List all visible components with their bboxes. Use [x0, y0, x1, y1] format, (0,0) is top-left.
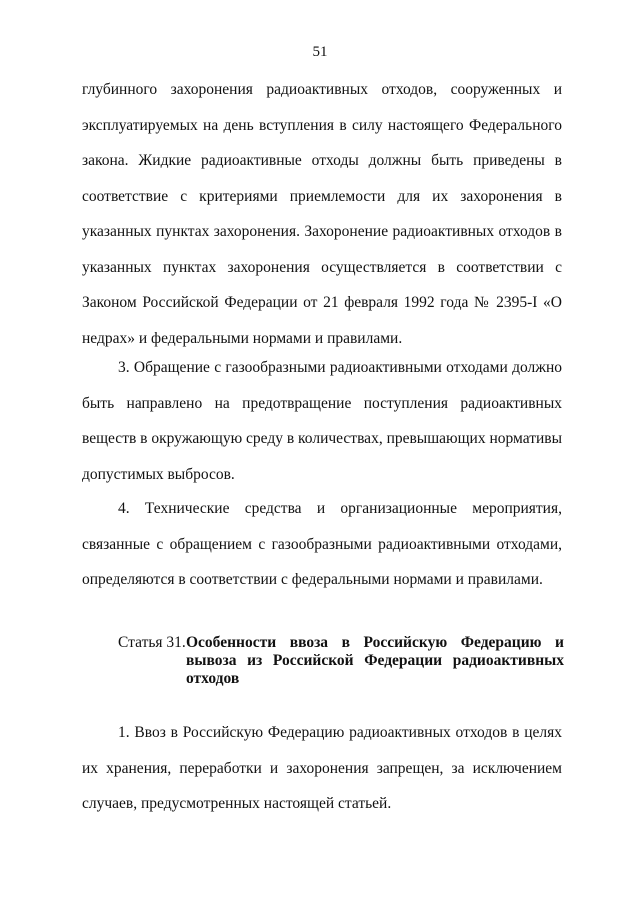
paragraph-item-4: 4. Технические средства и организационные мероприятия, связанные с обращением с газообразными радиоактивными отходами, определяются в соответствии с федеральными нормами и правилами. [82, 500, 562, 588]
paragraph-item-3: 3. Обращение с газообразными радиоактивными отходами должно быть направлено на предотвращение поступления радиоактивных веществ в окружающую среду в количествах, превышающих нормативы допустимых выбросов. [82, 359, 563, 483]
paragraph-continuation: глубинного захоронения радиоактивных отходов, сооруженных и эксплуатируемых на день вступления в силу настоящего Федерального закона. Жидкие радиоактивные отходы должны быть приведены в соответствие с критериями приемлемости для их захоронения в указанных пунктах захоронения. Захоронение радиоактивных отходов в указанных пунктах захоронения осуществляется в соответствии с Законом Российской Федерации от 21 февраля 1992 года № 2395-I «О недрах» и федеральными нормами и правилами. [82, 81, 562, 347]
page-number: 51 [312, 44, 328, 60]
paragraph-article-item-1: 1. Ввоз в Российскую Федерацию радиоактивных отходов в целях их хранения, переработки и захоронения запрещен, за исключением случаев, предусмотренных настоящей статьей. [82, 724, 562, 812]
article-number: Статья 31. [118, 634, 186, 651]
article-title: Особенности ввоза в Российскую Федерацию и вывоза из Российской Федерации радиоактивных отходов [186, 634, 564, 687]
